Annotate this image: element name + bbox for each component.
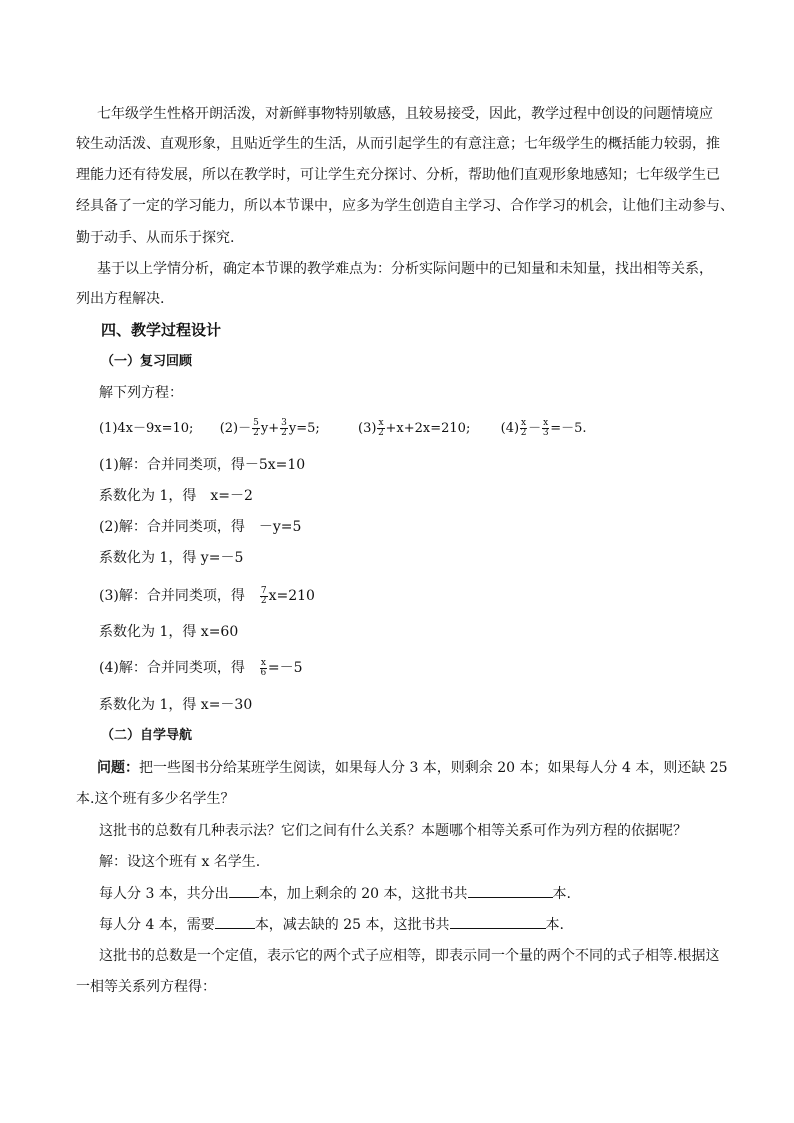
- problem-line-1: [97, 758, 728, 778]
- eq2-suffix: y=5;: [288, 421, 320, 436]
- fill-2-text-a: 每人分 4 本，需要: [99, 917, 215, 933]
- eq3-f-num: x: [378, 418, 384, 428]
- eq4-suffix: =－5.: [550, 421, 587, 436]
- eq4-f1-num: x: [521, 418, 527, 428]
- eq3-prefix: (3): [358, 421, 377, 436]
- section-title: 四、教学过程设计: [101, 321, 222, 339]
- equation-3: [358, 418, 474, 438]
- intro-line-4: 经具备了一定的学习能力，所以本节课中，应多为学生创造自主学习、合作学习的机会，让他们主动参与、: [76, 198, 734, 214]
- intro-line-2: 较生动活泼、直观形象，且贴近学生的生活，从而引起学生的有意注意；七年级学生的概括能力较弱，推: [76, 136, 720, 152]
- eq4-f1-den: 2: [520, 428, 527, 438]
- review-prompt: 解下列方程：: [99, 385, 183, 401]
- eq2-f2-den: 2: [281, 428, 287, 438]
- s3-den: 2: [260, 595, 267, 606]
- eq2-prefix: (2)－: [219, 421, 252, 436]
- s4-fraction: [260, 659, 267, 678]
- equation-1: (1)4x－9x=10;: [99, 421, 194, 436]
- question-line: 这批书的总数有几种表示法？它们之间有什么关系？本题哪个相等关系可作为列方程的依据呢？: [99, 823, 687, 839]
- eq4-mid: －: [528, 421, 542, 436]
- fill-2-blank-2[interactable]: [450, 914, 546, 929]
- solution-1-step-1: (1)解：合并同类项，得－5x=10: [99, 457, 306, 473]
- eq4-f2-den: 3: [542, 428, 549, 438]
- eq2-fraction-2: [280, 419, 288, 438]
- fill-1-text-b: 本，加上剩余的 20 本，这批书共: [258, 886, 468, 902]
- conclusion-line-2: 一相等关系列方程得：: [76, 979, 216, 995]
- eq4-f2-num: x: [543, 418, 549, 428]
- let-statement: 解：设这个班有 x 名学生.: [99, 854, 261, 870]
- solution-3-step-1: [99, 586, 315, 606]
- fill-2-text-c: 本.: [545, 917, 564, 933]
- problem-label: 问题：: [97, 760, 139, 776]
- equation-2: [219, 418, 324, 438]
- fill-1-blank-1[interactable]: [229, 883, 259, 898]
- s4-prefix: (4)解：合并同类项，得: [99, 660, 259, 676]
- eq3-suffix: +x+2x=210;: [385, 421, 471, 436]
- guide-heading: （二）自学导航: [101, 728, 193, 743]
- intro-line-5: 勤于动手、从而乐于探究.: [76, 230, 235, 246]
- intro-p2-line-2: 列出方程解决.: [76, 291, 165, 307]
- s3-num: 7: [260, 585, 267, 596]
- solution-1-step-2: 系数化为 1，得 x=－2: [99, 488, 253, 504]
- s3-fraction: [260, 587, 268, 606]
- fill-2-text-b: 本，减去缺的 25 本，这批书共: [254, 917, 450, 933]
- conclusion-line-1: 这批书的总数是一个定值，表示它的两个式子应相等，即表示同一个量的两个不同的式子相等.根据这: [99, 948, 720, 964]
- fill-2-blank-1[interactable]: [215, 914, 255, 929]
- fill-line-1: [99, 883, 571, 904]
- equation-4: [500, 418, 587, 438]
- review-heading: （一）复习回顾: [101, 354, 193, 369]
- fill-1-blank-2[interactable]: [468, 883, 553, 898]
- s4-den: 6: [260, 667, 267, 678]
- eq2-f1-den: 2: [253, 428, 259, 438]
- intro-p2-line-1: 基于以上学情分析，确定本节课的教学难点为：分析实际问题中的已知量和未知量，找出相等关系，: [97, 261, 713, 277]
- problem-line-2: 本.这个班有多少名学生？: [76, 791, 235, 807]
- eq4-fraction-1: [520, 419, 527, 438]
- eq2-mid: y+: [260, 421, 280, 436]
- s4-num: x: [260, 657, 266, 668]
- solution-2-step-1: (2)解：合并同类项，得 －y=5: [99, 519, 302, 535]
- s3-prefix: (3)解：合并同类项，得: [99, 588, 259, 604]
- solution-4-step-2: 系数化为 1，得 x=－30: [99, 697, 253, 713]
- intro-line-3: 理能力还有待发展，所以在教学时，可让学生充分探讨、分析，帮助他们直观形象地感知；七年级学生已: [76, 167, 720, 183]
- eq3-fraction: [377, 419, 384, 438]
- fill-1-text-c: 本.: [552, 886, 571, 902]
- s4-suffix: =－5: [267, 660, 303, 676]
- fill-line-2: [99, 914, 564, 935]
- eq2-f1-num: 5: [253, 418, 259, 428]
- solution-3-step-2: 系数化为 1，得 x=60: [99, 624, 239, 640]
- eq4-prefix: (4): [500, 421, 520, 436]
- eq2-fraction-1: [252, 419, 260, 438]
- s3-suffix: x=210: [268, 588, 315, 604]
- eq4-fraction-2: [542, 419, 549, 438]
- eq3-f-den: 2: [378, 428, 384, 438]
- equation-row: [99, 419, 587, 439]
- intro-line-1: 七年级学生性格开朗活泼，对新鲜事物特别敏感，且较易接受，因此，教学过程中创设的问题情境应: [97, 106, 713, 122]
- solution-4-step-1: [99, 658, 303, 678]
- eq2-f2-num: 3: [281, 418, 287, 428]
- fill-1-text-a: 每人分 3 本，共分出: [99, 886, 229, 902]
- solution-2-step-2: 系数化为 1，得 y=－5: [99, 550, 244, 566]
- problem-text-1: 把一些图书分给某班学生阅读，如果每人分 3 本，则剩余 20 本；如果每人分 4 本，则还缺 25: [139, 760, 728, 776]
